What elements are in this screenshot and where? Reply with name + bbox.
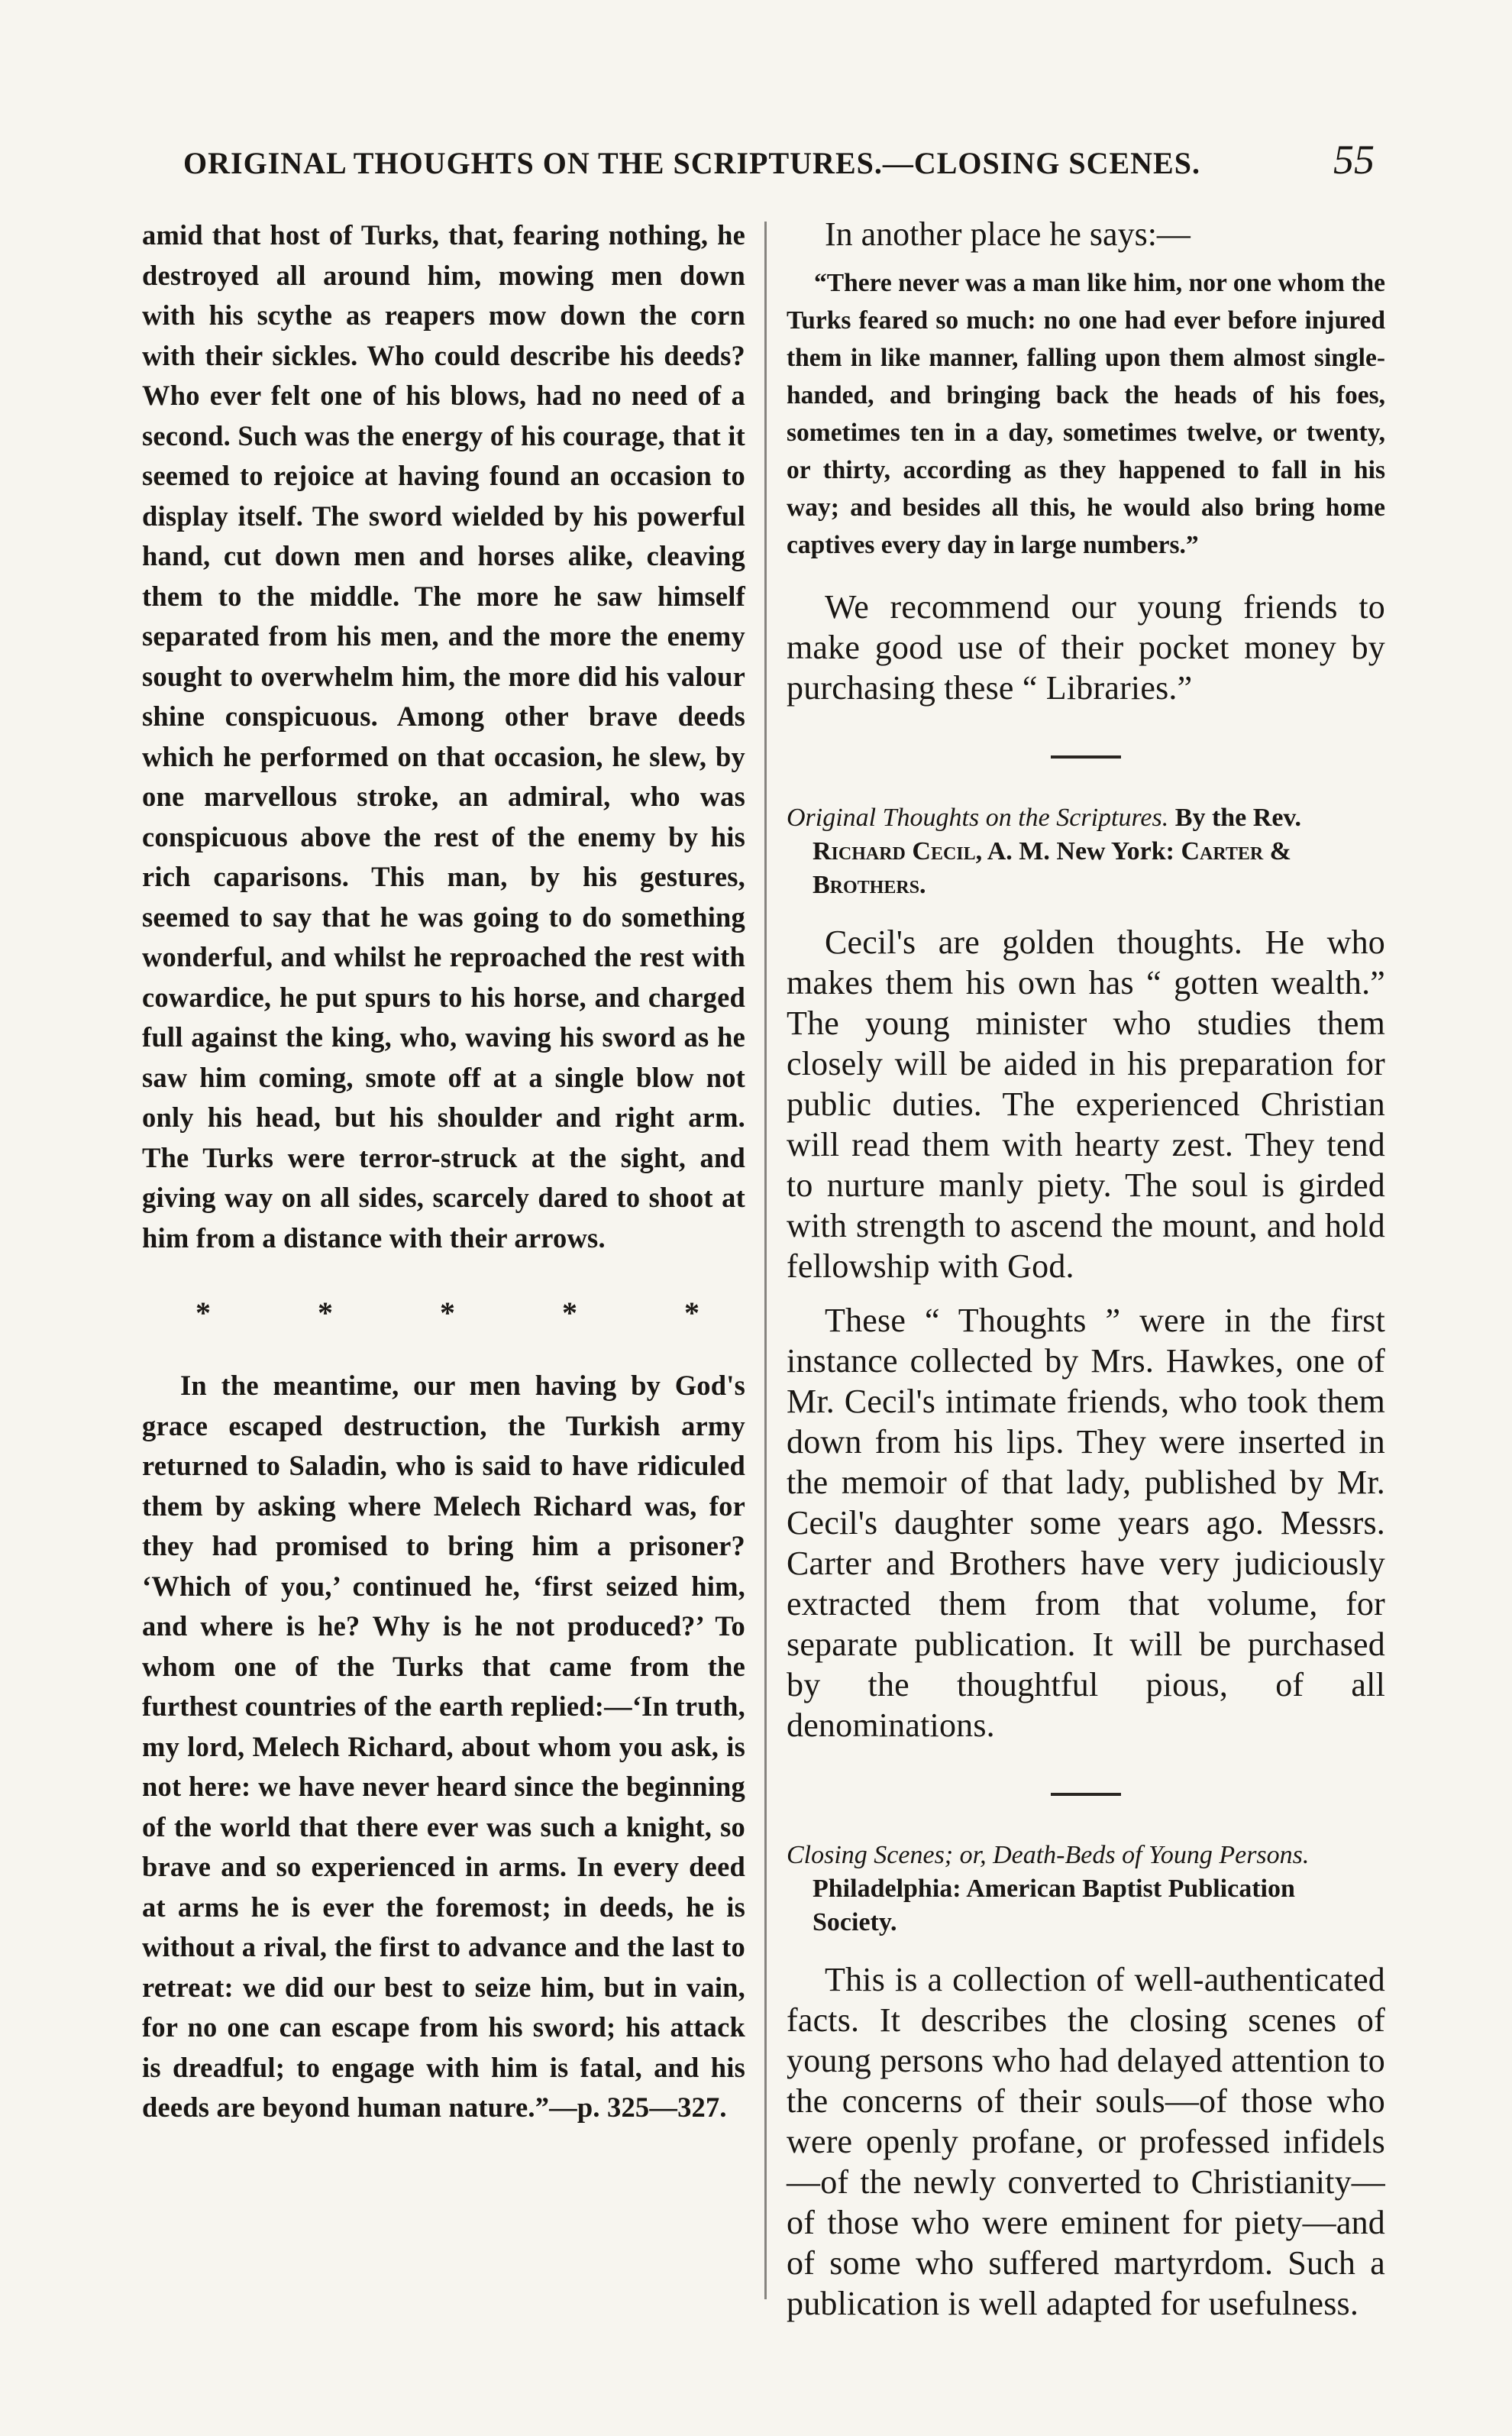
block-quote: “There never was a man like him, nor one whom the Turks feared so much: no one had ever before injured them in like manner, falling upon them almost single-handed, and bringing back the heads of his foes, sometimes ten in a day, sometimes twelve, or twenty, or thirty, according as they happened to fall in his way; and besides all this, he would also bring home captives every day in large numbers.” bbox=[787, 269, 1385, 559]
quote-intro: In another place he says:— bbox=[825, 215, 1191, 253]
review-place: New York: bbox=[1056, 837, 1174, 865]
star-4: * bbox=[562, 1296, 577, 1330]
review-by: By the Rev. bbox=[1174, 804, 1302, 832]
left-column bbox=[142, 215, 745, 2128]
running-title: ORIGINAL THOUGHTS ON THE SCRIPTURES.—CLOSING SCENES. bbox=[183, 146, 1200, 180]
review-title-2: Closing Scenes; or, Death-Beds of Young Persons. bbox=[787, 1841, 1310, 1869]
review-heading-2 bbox=[787, 1839, 1385, 1939]
review-publisher-2: Philadelphia: American Baptist Publication Society. bbox=[813, 1875, 1295, 1936]
right-column bbox=[787, 215, 1385, 2324]
star-2: * bbox=[318, 1296, 333, 1330]
section-break-stars bbox=[195, 1295, 699, 1331]
review-1-paragraph-2: These “ Thoughts ” were in the first instance collected by Mrs. Hawkes, one of Mr. Cecil's intimate friends, who took them down from his lips. They were inserted in the memoir of that lady, published by Mr. Cecil's daughter some years ago. Messrs. Carter and Brothers have very judiciously extracted them from that volume, for separate publication. It will be purchased by the thoughtful pious, of all denominations. bbox=[787, 1302, 1385, 1744]
star-1: * bbox=[195, 1296, 211, 1330]
review-2-paragraph-1: This is a collection of well-authenticated facts. It describes the closing scenes of young persons who had delayed attention to the concerns of their souls—of those who were openly profane, or professed infidels—of the newly converted to Christianity—of those who were eminent for piety—and of some who suffered martyrdom. Such a publication is well adapted for usefulness. bbox=[787, 1961, 1385, 2322]
recommendation-paragraph: We recommend our young friends to make good use of their pocket money by purchasing these “ Libraries.” bbox=[787, 588, 1385, 707]
narrative-paragraph-2: In the meantime, our men having by God's grace escaped destruction, the Turkish army returned to Saladin, who is said to have ridiculed them by asking where Melech Richard was, for they had promised to bring him a prisoner? ‘Which of you,’ continued he, ‘first seized him, and where is he? Why is he not produced?’ To whom one of the Turks that came from the furthest countries of the earth replied:—‘In truth, my lord, Melech Richard, about whom you ask, is not here: we have never heard since the beginning of the world that there ever was such a knight, so brave and so experienced in arms. In every deed at arms he is ever the foremost; in deeds, he is without a rival, the first to advance and the last to retreat: we did our best to seize him, but in vain, for no one can escape from his sword; his attack is dreadful; to engage with him is fatal, and his deeds are beyond human nature.”—p. 325—327. bbox=[142, 1370, 745, 2123]
column-divider bbox=[764, 222, 767, 2299]
review-title-1: Original Thoughts on the Scriptures. bbox=[787, 804, 1169, 832]
star-3: * bbox=[440, 1296, 455, 1330]
section-rule bbox=[1051, 755, 1121, 759]
review-1-paragraph-1: Cecil's are golden thoughts. He who makes them his own has “ gotten wealth.” The young minister who studies them closely will be aided in his preparation for public duties. The experienced Christian will read them with hearty zest. They tend to nurture manly piety. The soul is girded with strength to ascend the mount, and hold fellowship with God. bbox=[787, 924, 1385, 1285]
review-heading-1 bbox=[787, 801, 1385, 902]
running-head bbox=[183, 136, 1375, 189]
section-rule-2 bbox=[1051, 1793, 1121, 1796]
narrative-paragraph: amid that host of Turks, that, fearing nothing, he destroyed all around him, mowing men down with his scythe as reapers mow down the corn with their sickles. Who could describe his deeds? Who ever felt one of his blows, had no need of a second. Such was the energy of his courage, that it seemed to rejoice at having found an occasion to display itself. The sword wielded by his powerful hand, cut down men and horses alike, cleaving them to the middle. The more he saw himself separated from his men, and the more the enemy sought to overwhelm him, the more did his valour shine conspicuous. Among other brave deeds which he performed on that occasion, he slew, by one marvellous stroke, an admiral, who was conspicuous above the rest of the enemy by his rich caparisons. This man, by his gestures, seemed to say that he was going to do something wonderful, and whilst he reproached the rest with cowardice, he put spurs to his horse, and charged full against the king, who, waving his sword as he saw him coming, smote off at a single blow not only his head, but his shoulder and right arm. The Turks were terror-struck at the sight, and giving way on all sides, scarcely dared to shoot at him from a distance with their arrows. bbox=[142, 219, 745, 1254]
star-5: * bbox=[684, 1296, 699, 1330]
page-number: 55 bbox=[1333, 137, 1375, 183]
review-author: Richard Cecil, A. M. bbox=[813, 837, 1050, 865]
review-publisher-1: Carter & Brothers. bbox=[813, 837, 1291, 899]
